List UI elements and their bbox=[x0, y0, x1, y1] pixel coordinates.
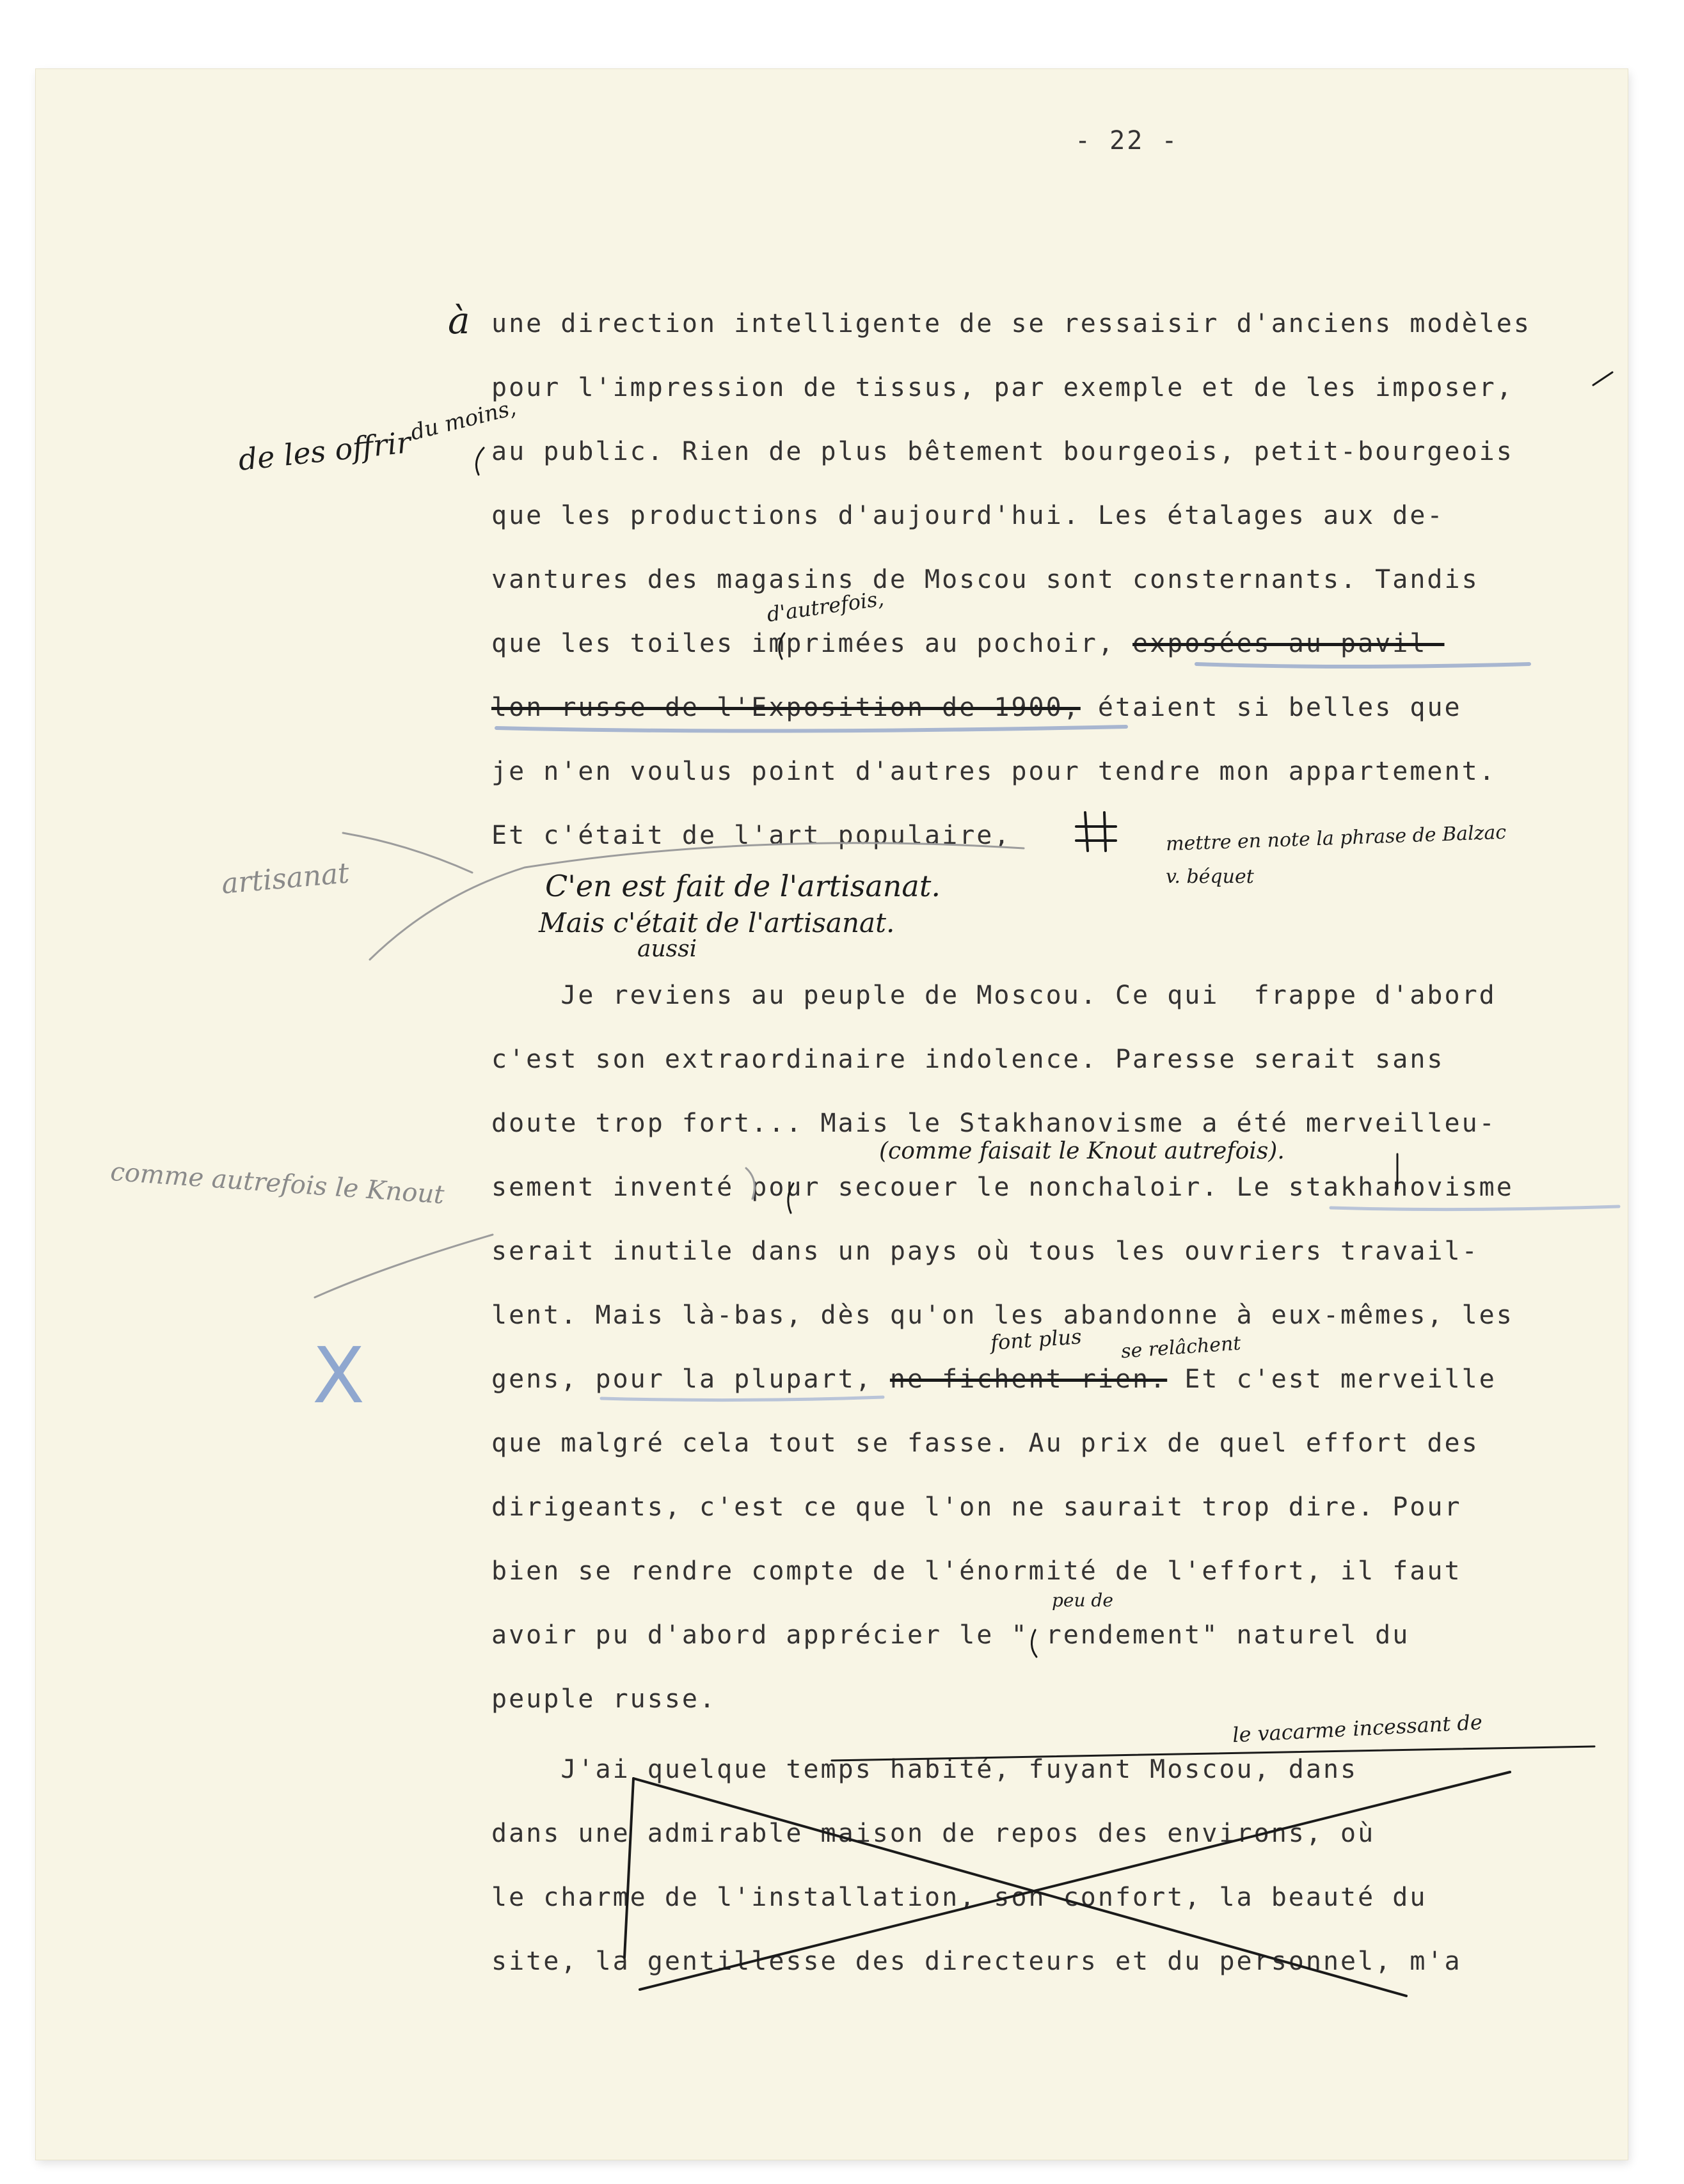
struck-fichent: ne fichent rien. bbox=[889, 1365, 1168, 1394]
hand-peu-de: peu de bbox=[1052, 1590, 1113, 1611]
typed-line-4: que les productions d'aujourd'hui. Les étalages aux de- bbox=[491, 501, 1445, 530]
typed-line-8: je n'en voulus point d'autres pour tendre mon appartement. bbox=[491, 757, 1497, 786]
typed-line-10: Je reviens au peuple de Moscou. Ce qui frappe d'abord bbox=[491, 981, 1497, 1010]
typed-line-7-text: étaient si belles que bbox=[1097, 693, 1462, 722]
hand-comme-faisait: (comme faisait le Knout autrefois). bbox=[879, 1138, 1285, 1164]
hand-du-moins: du moins, bbox=[408, 395, 519, 446]
typed-line-22: J'ai quelque temps habité, fuyant Moscou, dans bbox=[491, 1755, 1358, 1784]
page-number: - 22 - bbox=[1075, 126, 1179, 155]
typed-line-15: lent. Mais là-bas, dès qu'on les abandonne à eux-mêmes, les bbox=[491, 1301, 1514, 1330]
hand-se-relachent: se relâchent bbox=[1120, 1332, 1242, 1363]
hand-a-prefix: à bbox=[448, 299, 470, 342]
hand-c-en-est-fait: C'en est fait de l'artisanat. bbox=[545, 869, 941, 903]
struck-lon-russe: lon russe de l'Exposition de 1900, bbox=[491, 693, 1081, 722]
typed-line-16-text: gens, pour la plupart, bbox=[491, 1365, 873, 1394]
typed-line-11: c'est son extraordinaire indolence. Paresse serait sans bbox=[491, 1045, 1445, 1074]
typed-line-23: dans une admirable maison de repos des environs, où bbox=[491, 1819, 1376, 1848]
typed-line-7 bbox=[491, 676, 1462, 740]
typed-line-3: au public. Rien de plus bêtement bourgeois, petit-bourgeois bbox=[491, 437, 1514, 466]
hand-v-beque: v. béquet bbox=[1166, 866, 1254, 888]
struck-exposees: exposées au pavil- bbox=[1132, 629, 1445, 658]
typed-line-19: bien se rendre compte de l'énormité de l'effort, il faut bbox=[491, 1556, 1462, 1586]
typed-line-6 bbox=[491, 612, 1445, 676]
hand-mettre-en-note: mettre en note la phrase de Balzac bbox=[1165, 821, 1507, 856]
typed-line-14: serait inutile dans un pays où tous les ouvriers travail- bbox=[491, 1237, 1479, 1266]
blue-x-mark: X bbox=[312, 1332, 365, 1421]
typed-line-16 bbox=[491, 1347, 1497, 1411]
typed-line-1: une direction intelligente de se ressaisir d'anciens modèles bbox=[491, 309, 1531, 338]
typed-line-9: Et c'était de l'art populaire, bbox=[491, 821, 1012, 850]
typed-line-5: vantures des magasins de Moscou sont consternants. Tandis bbox=[491, 565, 1479, 594]
typed-line-6-text: que les toiles imprimées au pochoir, bbox=[491, 629, 1115, 658]
typed-line-25: site, la gentillesse des directeurs et du personnel, m'a bbox=[491, 1947, 1462, 1976]
typed-line-13: sement inventé pour secouer le nonchaloir. Le stakhanovisme bbox=[491, 1173, 1514, 1202]
typed-line-20: avoir pu d'abord apprécier le " rendement" naturel du bbox=[491, 1620, 1410, 1650]
hand-de-les-offrir: de les offrir bbox=[236, 425, 413, 477]
typed-line-18: dirigeants, c'est ce que l'on ne saurait trop dire. Pour bbox=[491, 1492, 1462, 1522]
typed-line-12: doute trop fort... Mais le Stakhanovisme a été merveilleu- bbox=[491, 1109, 1497, 1138]
typed-line-2: pour l'impression de tissus, par exemple et de les imposer, bbox=[491, 373, 1514, 402]
typed-line-21: peuple russe. bbox=[491, 1684, 717, 1714]
typed-line-24: le charme de l'installation, son confort, la beauté du bbox=[491, 1883, 1427, 1912]
hand-le-vacarme: le vacarme incessant de bbox=[1232, 1709, 1483, 1748]
hand-d-autrefois: d'autrefois, bbox=[765, 586, 886, 627]
pencil-comme-autrefois: comme autrefois le Knout bbox=[109, 1157, 445, 1210]
hand-font-plus: font plus bbox=[989, 1324, 1083, 1355]
typed-line-16-tail: Et c'est merveille bbox=[1184, 1365, 1497, 1394]
typed-line-17: que malgré cela tout se fasse. Au prix de quel effort des bbox=[491, 1428, 1479, 1458]
pencil-artisanat: artisanat bbox=[220, 857, 351, 901]
hand-mais-c-etait: Mais c'était de l'artisanat. bbox=[539, 907, 895, 938]
hand-aussi: aussi bbox=[637, 936, 697, 962]
